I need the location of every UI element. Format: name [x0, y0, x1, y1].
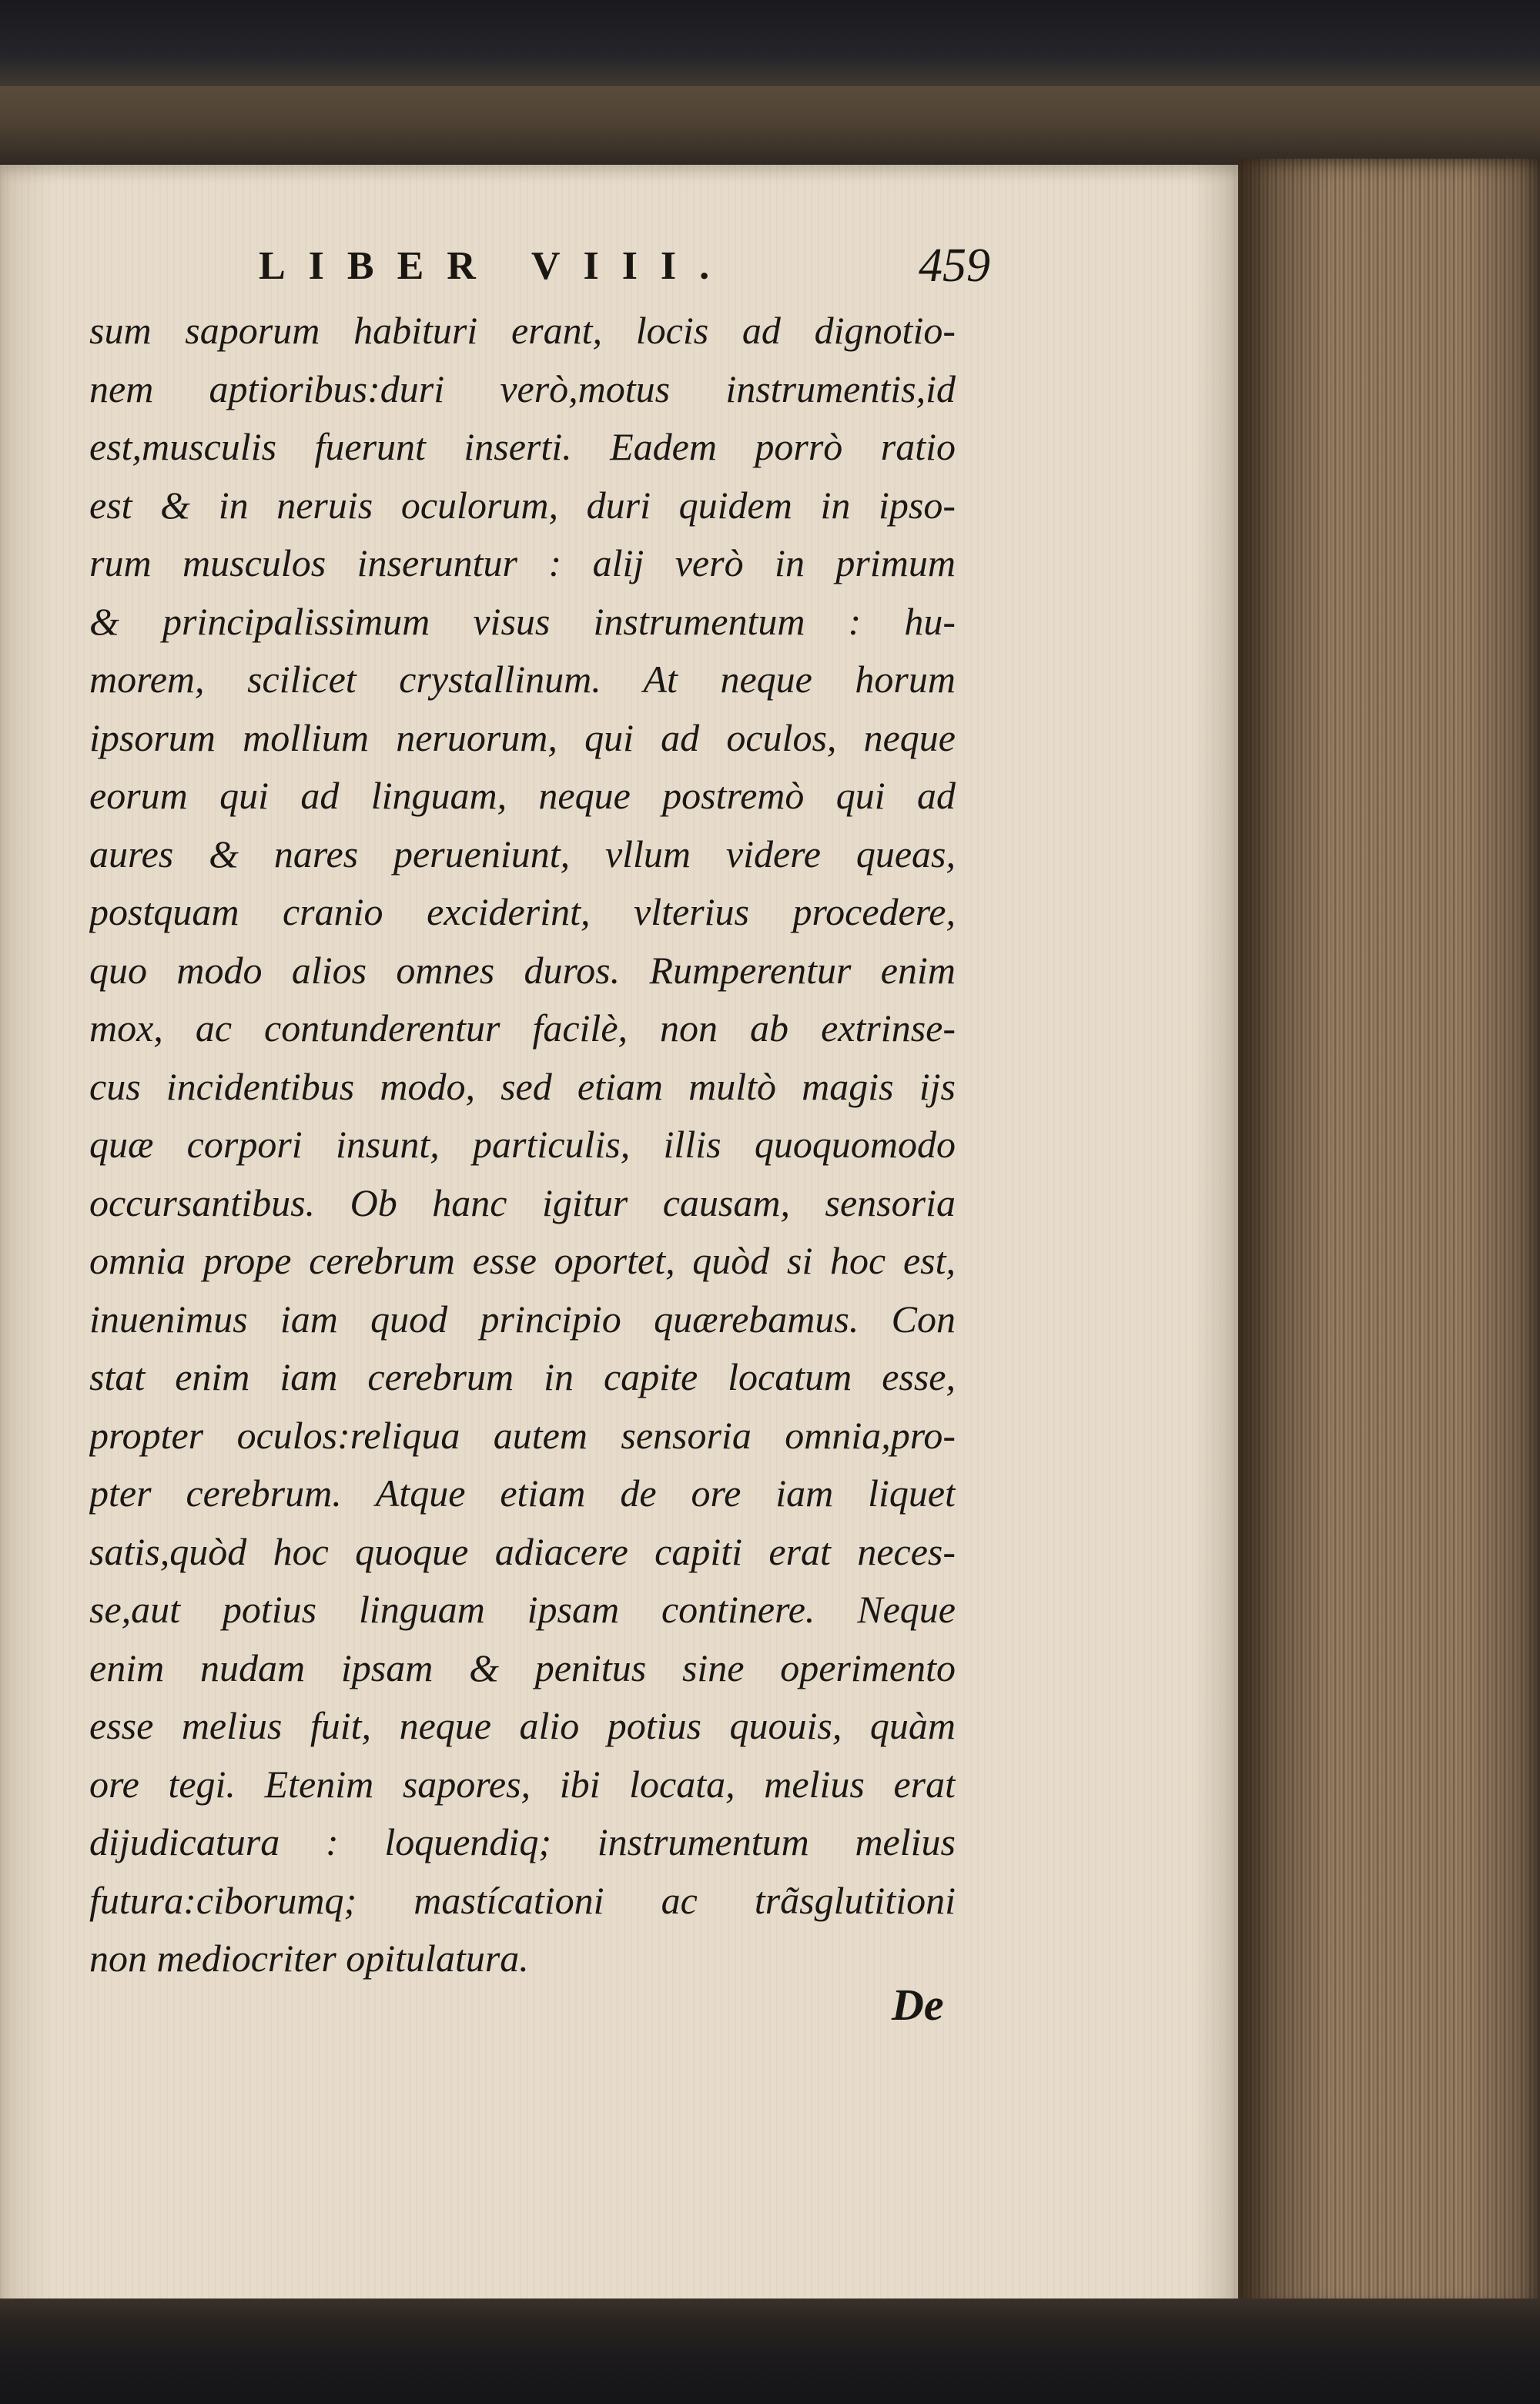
text-line: dijudicatura : loquendiq; instrumentum melius — [89, 1820, 956, 1863]
scan-background-bottom — [0, 2299, 1540, 2404]
text-line: omnia prope cerebrum esse oportet, quòd si hoc est, — [89, 1239, 956, 1282]
text-line: non mediocriter opitulatura. — [89, 1937, 529, 1980]
text-line: quo modo alios omnes duros. Rumperentur enim — [89, 948, 956, 992]
text-line: eorum qui ad linguam, neque postremò qui ad — [89, 774, 956, 817]
text-line: mox, ac contunderentur facilè, non ab extrinse- — [89, 1006, 956, 1050]
text-line: pter cerebrum. Atque etiam de ore iam liquet — [89, 1472, 956, 1515]
text-line: enim nudam ipsam & penitus sine operimento — [89, 1646, 956, 1689]
text-line: esse melius fuit, neque alio potius quouis, quàm — [89, 1704, 956, 1747]
text-line: ore tegi. Etenim sapores, ibi locata, melius erat — [89, 1762, 956, 1806]
text-line: nem aptioribus:duri verò,motus instrumentis,id — [89, 367, 956, 410]
text-line: & principalissimum visus instrumentum : hu- — [89, 599, 956, 643]
running-head: LIBER VIII. — [259, 244, 733, 288]
text-line: rum musculos inseruntur : alij verò in primum — [89, 541, 956, 584]
text-line: se,aut potius linguam ipsam continere. Neque — [89, 1588, 956, 1631]
text-line: postquam cranio exciderint, vlterius procedere, — [89, 890, 956, 933]
page-header — [91, 239, 1023, 300]
text-line: cus incidentibus modo, sed etiam multò magis ijs — [89, 1064, 956, 1108]
text-line: est & in neruis oculorum, duri quidem in ipso- — [89, 483, 956, 527]
text-line: quæ corpori insunt, particulis, illis quoquomodo — [89, 1123, 956, 1166]
text-line: morem, scilicet crystallinum. At neque horum — [89, 658, 956, 701]
text-line: est,musculis fuerunt inserti. Eadem porrò ratio — [89, 425, 956, 468]
text-line: futura:ciborumq; mastícationi ac trãsglutitioni — [89, 1878, 956, 1922]
text-line: satis,quòd hoc quoque adiacere capiti erat neces- — [89, 1529, 956, 1573]
text-line: occursantibus. Ob hanc igitur causam, sensoria — [89, 1180, 956, 1224]
text-line: sum saporum habituri erant, locis ad dignotio- — [89, 309, 956, 352]
text-line: stat enim iam cerebrum in capite locatum esse, — [89, 1355, 956, 1398]
page-edges-shadow — [1238, 159, 1540, 2315]
text-line: propter oculos:reliqua autem sensoria omnia,pro- — [89, 1413, 956, 1457]
catchword: De — [892, 1980, 944, 2030]
body-text — [89, 302, 956, 1988]
text-line: aures & nares perueniunt, vllum videre queas, — [89, 832, 956, 876]
scan-background-top — [0, 0, 1540, 100]
page-number: 459 — [919, 239, 990, 292]
text-line: ipsorum mollium neruorum, qui ad oculos, neque — [89, 715, 956, 759]
text-line: inuenimus iam quod principio quærebamus. Con — [89, 1297, 956, 1341]
